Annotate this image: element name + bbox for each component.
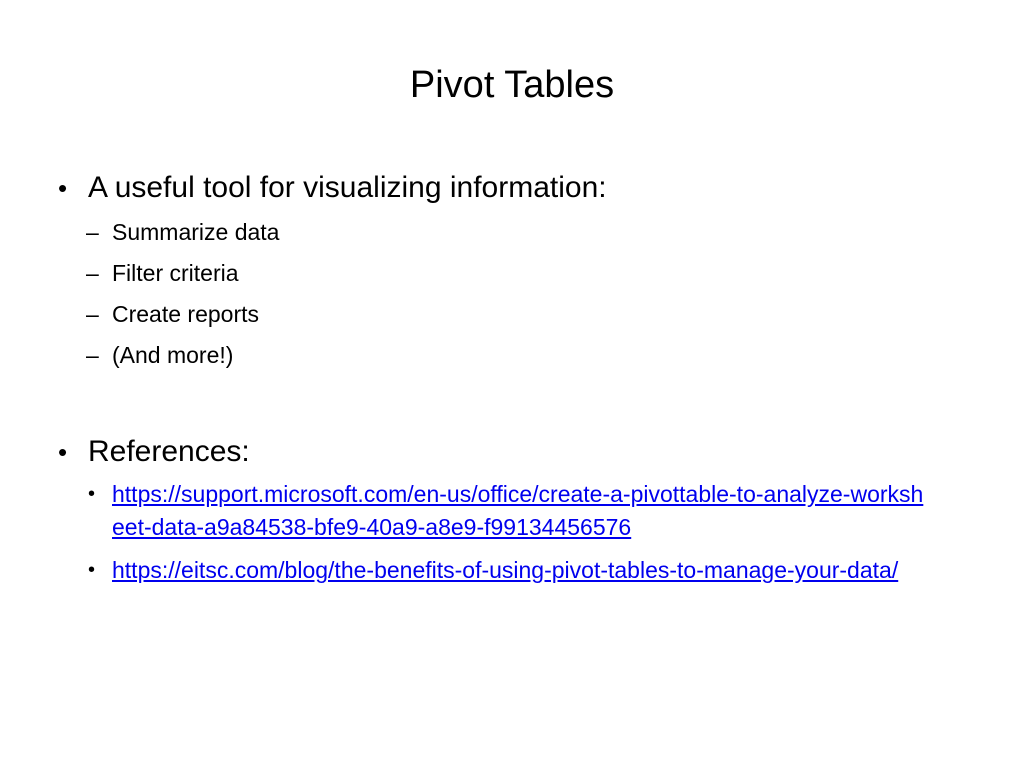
bullet-references: [58, 432, 958, 472]
bullet-text: References:: [88, 435, 250, 468]
reference-list: [58, 478, 958, 587]
dash-marker: –: [86, 260, 99, 286]
bullet-marker: •: [58, 437, 68, 467]
bullet-text: A useful tool for visualizing information:: [88, 171, 607, 204]
bullet-marker: •: [58, 173, 68, 203]
bullet-useful-tool: [58, 168, 958, 208]
bullet-marker: •: [88, 483, 96, 505]
sub-list: [58, 212, 958, 376]
reference-link-eitsc[interactable]: https://eitsc.com/blog/the-benefits-of-using-pivot-tables-to-manage-your-data/: [112, 557, 899, 583]
sub-item-summarize: [58, 212, 958, 253]
sub-item-text: Summarize data: [112, 219, 280, 245]
sub-item-more: [58, 335, 958, 376]
reference-item-eitsc: [58, 554, 932, 587]
reference-item-microsoft: [58, 478, 932, 544]
sub-item-filter: [58, 253, 958, 294]
sub-item-text: Filter criteria: [112, 260, 239, 286]
sub-item-reports: [58, 294, 958, 335]
dash-marker: –: [86, 342, 99, 368]
spacer: [58, 376, 958, 432]
slide-content: [58, 168, 958, 597]
bullet-marker: •: [88, 559, 96, 581]
slide-title: Pivot Tables: [409, 64, 615, 106]
dash-marker: –: [86, 219, 99, 245]
sub-item-text: Create reports: [112, 301, 260, 327]
sub-item-text: (And more!): [112, 342, 234, 368]
reference-link-microsoft[interactable]: https://support.microsoft.com/en-us/office/create-a-pivottable-to-analyze-worksheet-data-a9a84538-bfe9-40a9-a8e9-f99134456576: [112, 481, 924, 540]
dash-marker: –: [86, 301, 99, 327]
